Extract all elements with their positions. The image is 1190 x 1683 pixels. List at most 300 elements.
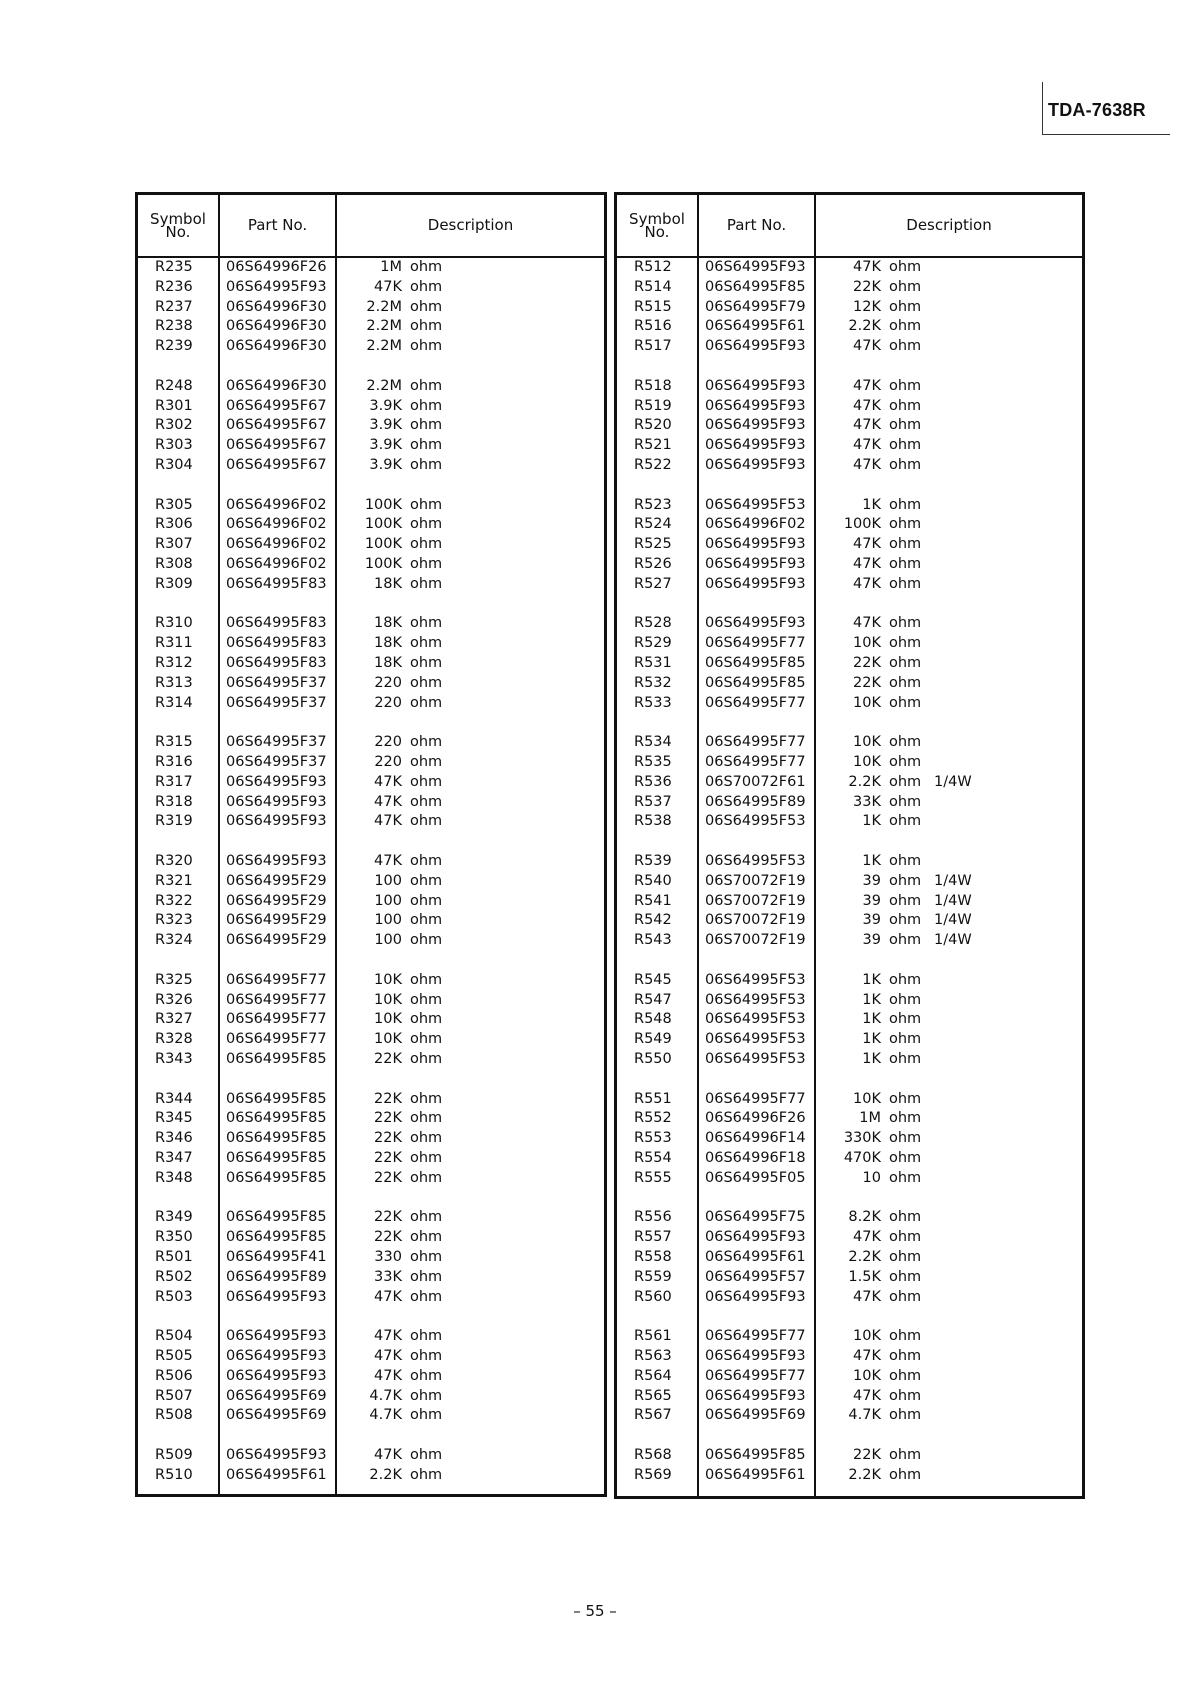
resistance-unit: ohm xyxy=(889,754,922,770)
resistance-unit: ohm xyxy=(889,1110,922,1127)
resistance-unit: ohm xyxy=(889,1229,922,1246)
resistance-unit: ohm xyxy=(889,674,922,691)
resistance-value: 10K xyxy=(374,1031,402,1048)
table-row xyxy=(617,614,1082,634)
resistance-value: 2.2K xyxy=(848,1249,881,1265)
part-no: 06S64995F93 xyxy=(705,615,806,632)
resistance-value: 10K xyxy=(853,734,881,751)
table-row xyxy=(138,1030,604,1050)
symbol-no: R556 xyxy=(634,1209,672,1226)
resistance-value: 39 xyxy=(862,912,881,929)
symbol-no: R312 xyxy=(155,655,193,671)
resistance-value: 22K xyxy=(374,1051,402,1067)
table-row xyxy=(617,1367,1082,1387)
resistance-unit: ohm xyxy=(889,1090,922,1107)
symbol-no: R324 xyxy=(155,932,193,949)
symbol-no: R555 xyxy=(634,1169,672,1186)
symbol-no: R502 xyxy=(155,1268,193,1285)
symbol-no: R346 xyxy=(155,1130,193,1147)
symbol-no: R520 xyxy=(634,417,672,434)
table-row xyxy=(138,496,604,516)
resistance-unit: ohm xyxy=(410,575,443,592)
table-row xyxy=(617,1109,1082,1129)
resistance-value: 10 xyxy=(862,1169,881,1186)
symbol-no: R521 xyxy=(634,437,672,454)
resistance-unit: ohm xyxy=(889,298,922,315)
table-row xyxy=(617,1406,1082,1426)
resistance-unit: ohm xyxy=(410,1229,443,1246)
resistance-value: 220 xyxy=(374,734,402,751)
resistance-value: 47K xyxy=(853,556,881,572)
table-row xyxy=(617,496,1082,516)
resistance-value: 220 xyxy=(374,694,402,711)
table-row xyxy=(617,416,1082,436)
symbol-no: R302 xyxy=(155,417,193,434)
table-row xyxy=(617,1169,1082,1189)
resistance-value: 47K xyxy=(853,1387,881,1404)
table-row xyxy=(617,1387,1082,1407)
symbol-no: R310 xyxy=(155,615,193,632)
table-row xyxy=(617,1466,1082,1486)
symbol-no: R344 xyxy=(155,1090,193,1107)
resistance-unit: ohm xyxy=(889,853,922,869)
table-row xyxy=(617,298,1082,318)
table-row xyxy=(617,337,1082,357)
resistance-unit: ohm xyxy=(410,1110,443,1127)
resistance-unit: ohm xyxy=(410,1249,443,1265)
symbol-no: R550 xyxy=(634,1051,672,1067)
resistance-value: 2.2K xyxy=(369,1466,402,1483)
resistance-value: 4.7K xyxy=(369,1407,402,1424)
table-row xyxy=(617,1149,1082,1169)
part-no: 06S64995F69 xyxy=(705,1407,806,1424)
part-no: 06S64995F93 xyxy=(226,278,327,295)
part-no: 06S64995F93 xyxy=(705,437,806,454)
table-row xyxy=(617,1050,1082,1070)
symbol-no: R557 xyxy=(634,1229,672,1246)
part-no: 06S64995F93 xyxy=(226,793,327,810)
table-row xyxy=(138,654,604,674)
resistance-value: 2.2M xyxy=(366,318,402,335)
part-no: 06S64995F69 xyxy=(226,1387,327,1404)
resistance-unit: ohm xyxy=(889,397,922,414)
table-row xyxy=(617,278,1082,298)
resistance-value: 39 xyxy=(862,932,881,949)
resistance-unit: ohm xyxy=(889,1011,922,1028)
table-row xyxy=(138,812,604,832)
table-row xyxy=(138,991,604,1011)
resistance-unit: ohm xyxy=(889,278,922,295)
resistance-value: 3.9K xyxy=(369,437,402,454)
resistance-unit: ohm xyxy=(410,417,443,434)
resistance-value: 47K xyxy=(853,1288,881,1305)
table-row xyxy=(138,1109,604,1129)
table-row xyxy=(617,733,1082,753)
resistance-unit: ohm xyxy=(410,1209,443,1226)
part-no: 06S64995F77 xyxy=(705,1367,806,1384)
part-no: 06S64995F83 xyxy=(226,575,327,592)
symbol-no: R547 xyxy=(634,991,672,1008)
part-no: 06S70072F19 xyxy=(705,872,806,889)
symbol-no: R322 xyxy=(155,892,193,909)
part-no: 06S64995F37 xyxy=(226,674,327,691)
part-no: 06S64996F18 xyxy=(705,1150,806,1166)
table-row xyxy=(138,793,604,813)
resistance-value: 3.9K xyxy=(369,417,402,434)
resistance-unit: ohm xyxy=(889,635,922,652)
symbol-no: R548 xyxy=(634,1011,672,1028)
resistance-value: 47K xyxy=(374,813,402,830)
symbol-no: R325 xyxy=(155,971,193,988)
table-row xyxy=(617,852,1082,872)
symbol-no: R536 xyxy=(634,773,672,790)
symbol-no: R328 xyxy=(155,1031,193,1048)
symbol-no: R531 xyxy=(634,655,672,671)
parts-table-right xyxy=(614,192,1085,1499)
resistance-unit: ohm xyxy=(410,536,443,553)
resistance-value: 100K xyxy=(364,516,402,533)
table-row xyxy=(138,694,604,714)
table-row xyxy=(138,337,604,357)
symbol-no: R318 xyxy=(155,793,193,810)
symbol-header: Symbol No. xyxy=(629,209,685,241)
part-no: 06S64995F67 xyxy=(226,437,327,454)
resistance-unit: ohm xyxy=(889,1169,922,1186)
table-row xyxy=(138,1129,604,1149)
table-row xyxy=(617,773,1082,793)
table-row xyxy=(617,931,1082,951)
table-row xyxy=(617,634,1082,654)
resistance-unit: ohm xyxy=(410,912,443,929)
resistance-value: 47K xyxy=(374,278,402,295)
resistance-value: 8.2K xyxy=(848,1209,881,1226)
table-row xyxy=(617,535,1082,555)
resistance-unit: ohm xyxy=(889,694,922,711)
table-row xyxy=(617,793,1082,813)
table-row xyxy=(138,298,604,318)
table-row xyxy=(617,456,1082,476)
part-no: 06S64995F37 xyxy=(226,754,327,770)
symbol-no: R316 xyxy=(155,754,193,770)
resistance-value: 4.7K xyxy=(369,1387,402,1404)
symbol-no: R519 xyxy=(634,397,672,414)
part-no: 06S70072F19 xyxy=(705,892,806,909)
resistance-unit: ohm xyxy=(410,971,443,988)
part-no: 06S64995F85 xyxy=(705,674,806,691)
resistance-unit: ohm xyxy=(410,793,443,810)
resistance-unit: ohm xyxy=(410,259,443,275)
part-no: 06S64995F53 xyxy=(705,1011,806,1028)
resistance-unit: ohm xyxy=(889,1367,922,1384)
part-no-header: Part No. xyxy=(247,216,308,234)
table-row xyxy=(617,753,1082,773)
resistance-value: 100 xyxy=(374,932,402,949)
resistance-value: 2.2M xyxy=(366,298,402,315)
resistance-unit: ohm xyxy=(889,793,922,810)
part-no: 06S64995F53 xyxy=(705,1051,806,1067)
resistance-unit: ohm xyxy=(889,259,922,275)
part-no: 06S64995F29 xyxy=(226,912,327,929)
resistance-unit: ohm xyxy=(410,754,443,770)
resistance-value: 47K xyxy=(374,1328,402,1345)
resistance-value: 10K xyxy=(853,1367,881,1384)
symbol-no: R553 xyxy=(634,1130,672,1147)
table-row xyxy=(138,1268,604,1288)
resistance-value: 47K xyxy=(853,1229,881,1246)
symbol-no: R568 xyxy=(634,1447,672,1463)
resistance-value: 47K xyxy=(853,437,881,454)
resistance-unit: ohm xyxy=(410,1268,443,1285)
part-no: 06S64996F02 xyxy=(226,556,327,572)
symbol-no: R532 xyxy=(634,674,672,691)
resistance-unit: ohm xyxy=(889,813,922,830)
part-no: 06S64995F77 xyxy=(226,1011,327,1028)
resistance-unit: ohm xyxy=(889,1268,922,1285)
resistance-unit: ohm xyxy=(889,1150,922,1166)
table-row xyxy=(138,614,604,634)
symbol-no: R515 xyxy=(634,298,672,315)
table-row xyxy=(138,575,604,595)
part-no: 06S64995F53 xyxy=(705,991,806,1008)
resistance-value: 47K xyxy=(853,377,881,394)
resistance-unit: ohm xyxy=(889,496,922,513)
header-divider-horizontal xyxy=(1042,134,1170,135)
symbol-no: R534 xyxy=(634,734,672,751)
symbol-no: R561 xyxy=(634,1328,672,1345)
table-row xyxy=(617,1288,1082,1308)
part-no: 06S64995F93 xyxy=(705,1229,806,1246)
part-no: 06S64995F77 xyxy=(226,991,327,1008)
symbol-no: R528 xyxy=(634,615,672,632)
part-no: 06S70072F19 xyxy=(705,932,806,949)
part-no: 06S64995F93 xyxy=(705,1288,806,1305)
part-no: 06S64995F93 xyxy=(705,1387,806,1404)
table-row xyxy=(617,1010,1082,1030)
symbol-no: R305 xyxy=(155,496,193,513)
resistance-value: 1.5K xyxy=(848,1268,881,1285)
part-no: 06S64995F85 xyxy=(226,1169,327,1186)
part-no: 06S64995F85 xyxy=(226,1051,327,1067)
table-row xyxy=(617,654,1082,674)
part-no: 06S64995F85 xyxy=(226,1209,327,1226)
symbol-no: R529 xyxy=(634,635,672,652)
symbol-no: R326 xyxy=(155,991,193,1008)
table-row xyxy=(138,1090,604,1110)
part-no: 06S70072F61 xyxy=(705,773,806,790)
table-row xyxy=(617,1248,1082,1268)
part-no: 06S64995F85 xyxy=(226,1229,327,1246)
table-row xyxy=(617,515,1082,535)
table-row xyxy=(617,1030,1082,1050)
part-no: 06S64995F85 xyxy=(705,655,806,671)
table-row xyxy=(138,1050,604,1070)
symbol-no: R526 xyxy=(634,556,672,572)
symbol-no: R509 xyxy=(155,1447,193,1463)
part-no: 06S64995F93 xyxy=(705,338,806,355)
table-row xyxy=(617,1327,1082,1347)
symbol-no: R516 xyxy=(634,318,672,335)
table-row xyxy=(138,1288,604,1308)
resistance-value: 220 xyxy=(374,674,402,691)
resistance-unit: ohm xyxy=(410,1367,443,1384)
part-no: 06S64995F93 xyxy=(705,556,806,572)
resistance-value: 2.2K xyxy=(848,773,881,790)
resistance-value: 470K xyxy=(843,1150,881,1166)
table-row xyxy=(138,1327,604,1347)
symbol-no: R315 xyxy=(155,734,193,751)
resistance-value: 22K xyxy=(374,1130,402,1147)
resistance-value: 22K xyxy=(374,1110,402,1127)
resistance-unit: ohm xyxy=(889,437,922,454)
table-row xyxy=(617,1090,1082,1110)
resistance-value: 100K xyxy=(364,536,402,553)
symbol-no: R558 xyxy=(634,1249,672,1265)
resistance-value: 22K xyxy=(853,655,881,671)
resistance-unit: ohm xyxy=(410,694,443,711)
symbol-no: R319 xyxy=(155,813,193,830)
part-no: 06S64995F85 xyxy=(226,1130,327,1147)
part-no: 06S64995F69 xyxy=(226,1407,327,1424)
symbol-no: R538 xyxy=(634,813,672,830)
resistance-value: 100 xyxy=(374,872,402,889)
resistance-value: 10K xyxy=(374,1011,402,1028)
symbol-no: R522 xyxy=(634,457,672,473)
resistance-value: 39 xyxy=(862,892,881,909)
resistance-unit: ohm xyxy=(410,872,443,889)
table-row xyxy=(617,1446,1082,1466)
part-no: 06S64995F93 xyxy=(226,1348,327,1364)
symbol-no: R304 xyxy=(155,457,193,473)
resistance-value: 1K xyxy=(862,991,881,1008)
symbol-no: R347 xyxy=(155,1150,193,1166)
symbol-no: R537 xyxy=(634,793,672,810)
symbol-no: R541 xyxy=(634,892,672,909)
symbol-no: R323 xyxy=(155,912,193,929)
resistance-unit: ohm xyxy=(889,377,922,394)
resistance-unit: ohm xyxy=(410,516,443,533)
part-no: 06S64996F30 xyxy=(226,338,327,355)
page-number: – 55 – xyxy=(573,1602,617,1620)
part-no: 06S70072F19 xyxy=(705,912,806,929)
table-row xyxy=(138,1208,604,1228)
resistance-unit: ohm xyxy=(410,1407,443,1424)
symbol-no: R235 xyxy=(155,259,193,275)
description-header: Description xyxy=(427,216,514,234)
resistance-unit: ohm xyxy=(889,1348,922,1364)
part-no: 06S64996F02 xyxy=(226,496,327,513)
symbol-no: R543 xyxy=(634,932,672,949)
resistance-value: 47K xyxy=(853,397,881,414)
part-no: 06S64995F61 xyxy=(705,1466,806,1483)
resistance-value: 10K xyxy=(853,635,881,652)
resistance-unit: ohm xyxy=(889,1288,922,1305)
resistance-unit: ohm xyxy=(410,635,443,652)
resistance-value: 1K xyxy=(862,1051,881,1067)
table-row xyxy=(617,991,1082,1011)
resistance-value: 2.2M xyxy=(366,377,402,394)
table-row xyxy=(138,1406,604,1426)
resistance-unit: ohm xyxy=(410,437,443,454)
resistance-unit: ohm xyxy=(889,1387,922,1404)
resistance-value: 2.2K xyxy=(848,318,881,335)
resistance-unit: ohm xyxy=(410,457,443,473)
symbol-no: R248 xyxy=(155,377,193,394)
part-no: 06S64995F83 xyxy=(226,655,327,671)
part-no: 06S64995F83 xyxy=(226,615,327,632)
symbol-no: R320 xyxy=(155,853,193,869)
part-no: 06S64995F77 xyxy=(226,1031,327,1048)
table-row xyxy=(617,1268,1082,1288)
table-row xyxy=(138,892,604,912)
symbol-no: R306 xyxy=(155,516,193,533)
symbol-no: R348 xyxy=(155,1169,193,1186)
resistance-value: 100 xyxy=(374,912,402,929)
part-no: 06S64996F30 xyxy=(226,298,327,315)
resistance-value: 47K xyxy=(853,615,881,632)
part-no: 06S64995F93 xyxy=(705,377,806,394)
resistance-value: 2.2K xyxy=(848,1466,881,1483)
resistance-unit: ohm xyxy=(889,1466,922,1483)
table-row xyxy=(138,773,604,793)
resistance-value: 10K xyxy=(853,1090,881,1107)
symbol-no: R542 xyxy=(634,912,672,929)
part-no: 06S64996F02 xyxy=(226,516,327,533)
table-row xyxy=(617,575,1082,595)
resistance-value: 18K xyxy=(374,575,402,592)
resistance-value: 10K xyxy=(853,1328,881,1345)
resistance-unit: ohm xyxy=(410,615,443,632)
table-row xyxy=(138,1367,604,1387)
resistance-value: 22K xyxy=(853,278,881,295)
part-no: 06S64995F77 xyxy=(705,754,806,770)
resistance-unit: ohm xyxy=(410,773,443,790)
table-row xyxy=(617,674,1082,694)
resistance-value: 10K xyxy=(374,991,402,1008)
symbol-no: R349 xyxy=(155,1209,193,1226)
resistance-value: 10K xyxy=(374,971,402,988)
symbol-no: R567 xyxy=(634,1407,672,1424)
part-no: 06S64995F41 xyxy=(226,1249,327,1265)
resistance-unit: ohm xyxy=(889,991,922,1008)
resistance-unit: ohm xyxy=(889,1249,922,1265)
resistance-unit: ohm xyxy=(410,1150,443,1166)
resistance-unit: ohm xyxy=(889,1447,922,1463)
symbol-no: R539 xyxy=(634,853,672,869)
resistance-value: 1K xyxy=(862,853,881,869)
resistance-value: 1M xyxy=(380,259,402,275)
symbol-no: R327 xyxy=(155,1011,193,1028)
part-no: 06S64995F93 xyxy=(705,1348,806,1364)
symbol-no: R239 xyxy=(155,338,193,355)
symbol-no: R503 xyxy=(155,1288,193,1305)
resistance-value: 1K xyxy=(862,496,881,513)
part-no: 06S64995F85 xyxy=(226,1110,327,1127)
table-row xyxy=(617,1129,1082,1149)
resistance-value: 47K xyxy=(853,417,881,434)
resistance-value: 47K xyxy=(853,575,881,592)
resistance-value: 2.2M xyxy=(366,338,402,355)
table-row xyxy=(138,258,604,278)
resistance-unit: ohm xyxy=(889,1209,922,1226)
symbol-no: R524 xyxy=(634,516,672,533)
table-row xyxy=(138,377,604,397)
resistance-unit: ohm xyxy=(889,872,922,889)
resistance-unit: ohm xyxy=(410,397,443,414)
part-no: 06S64995F93 xyxy=(226,773,327,790)
symbol-no: R303 xyxy=(155,437,193,454)
symbol-no: R517 xyxy=(634,338,672,355)
table-row xyxy=(138,733,604,753)
